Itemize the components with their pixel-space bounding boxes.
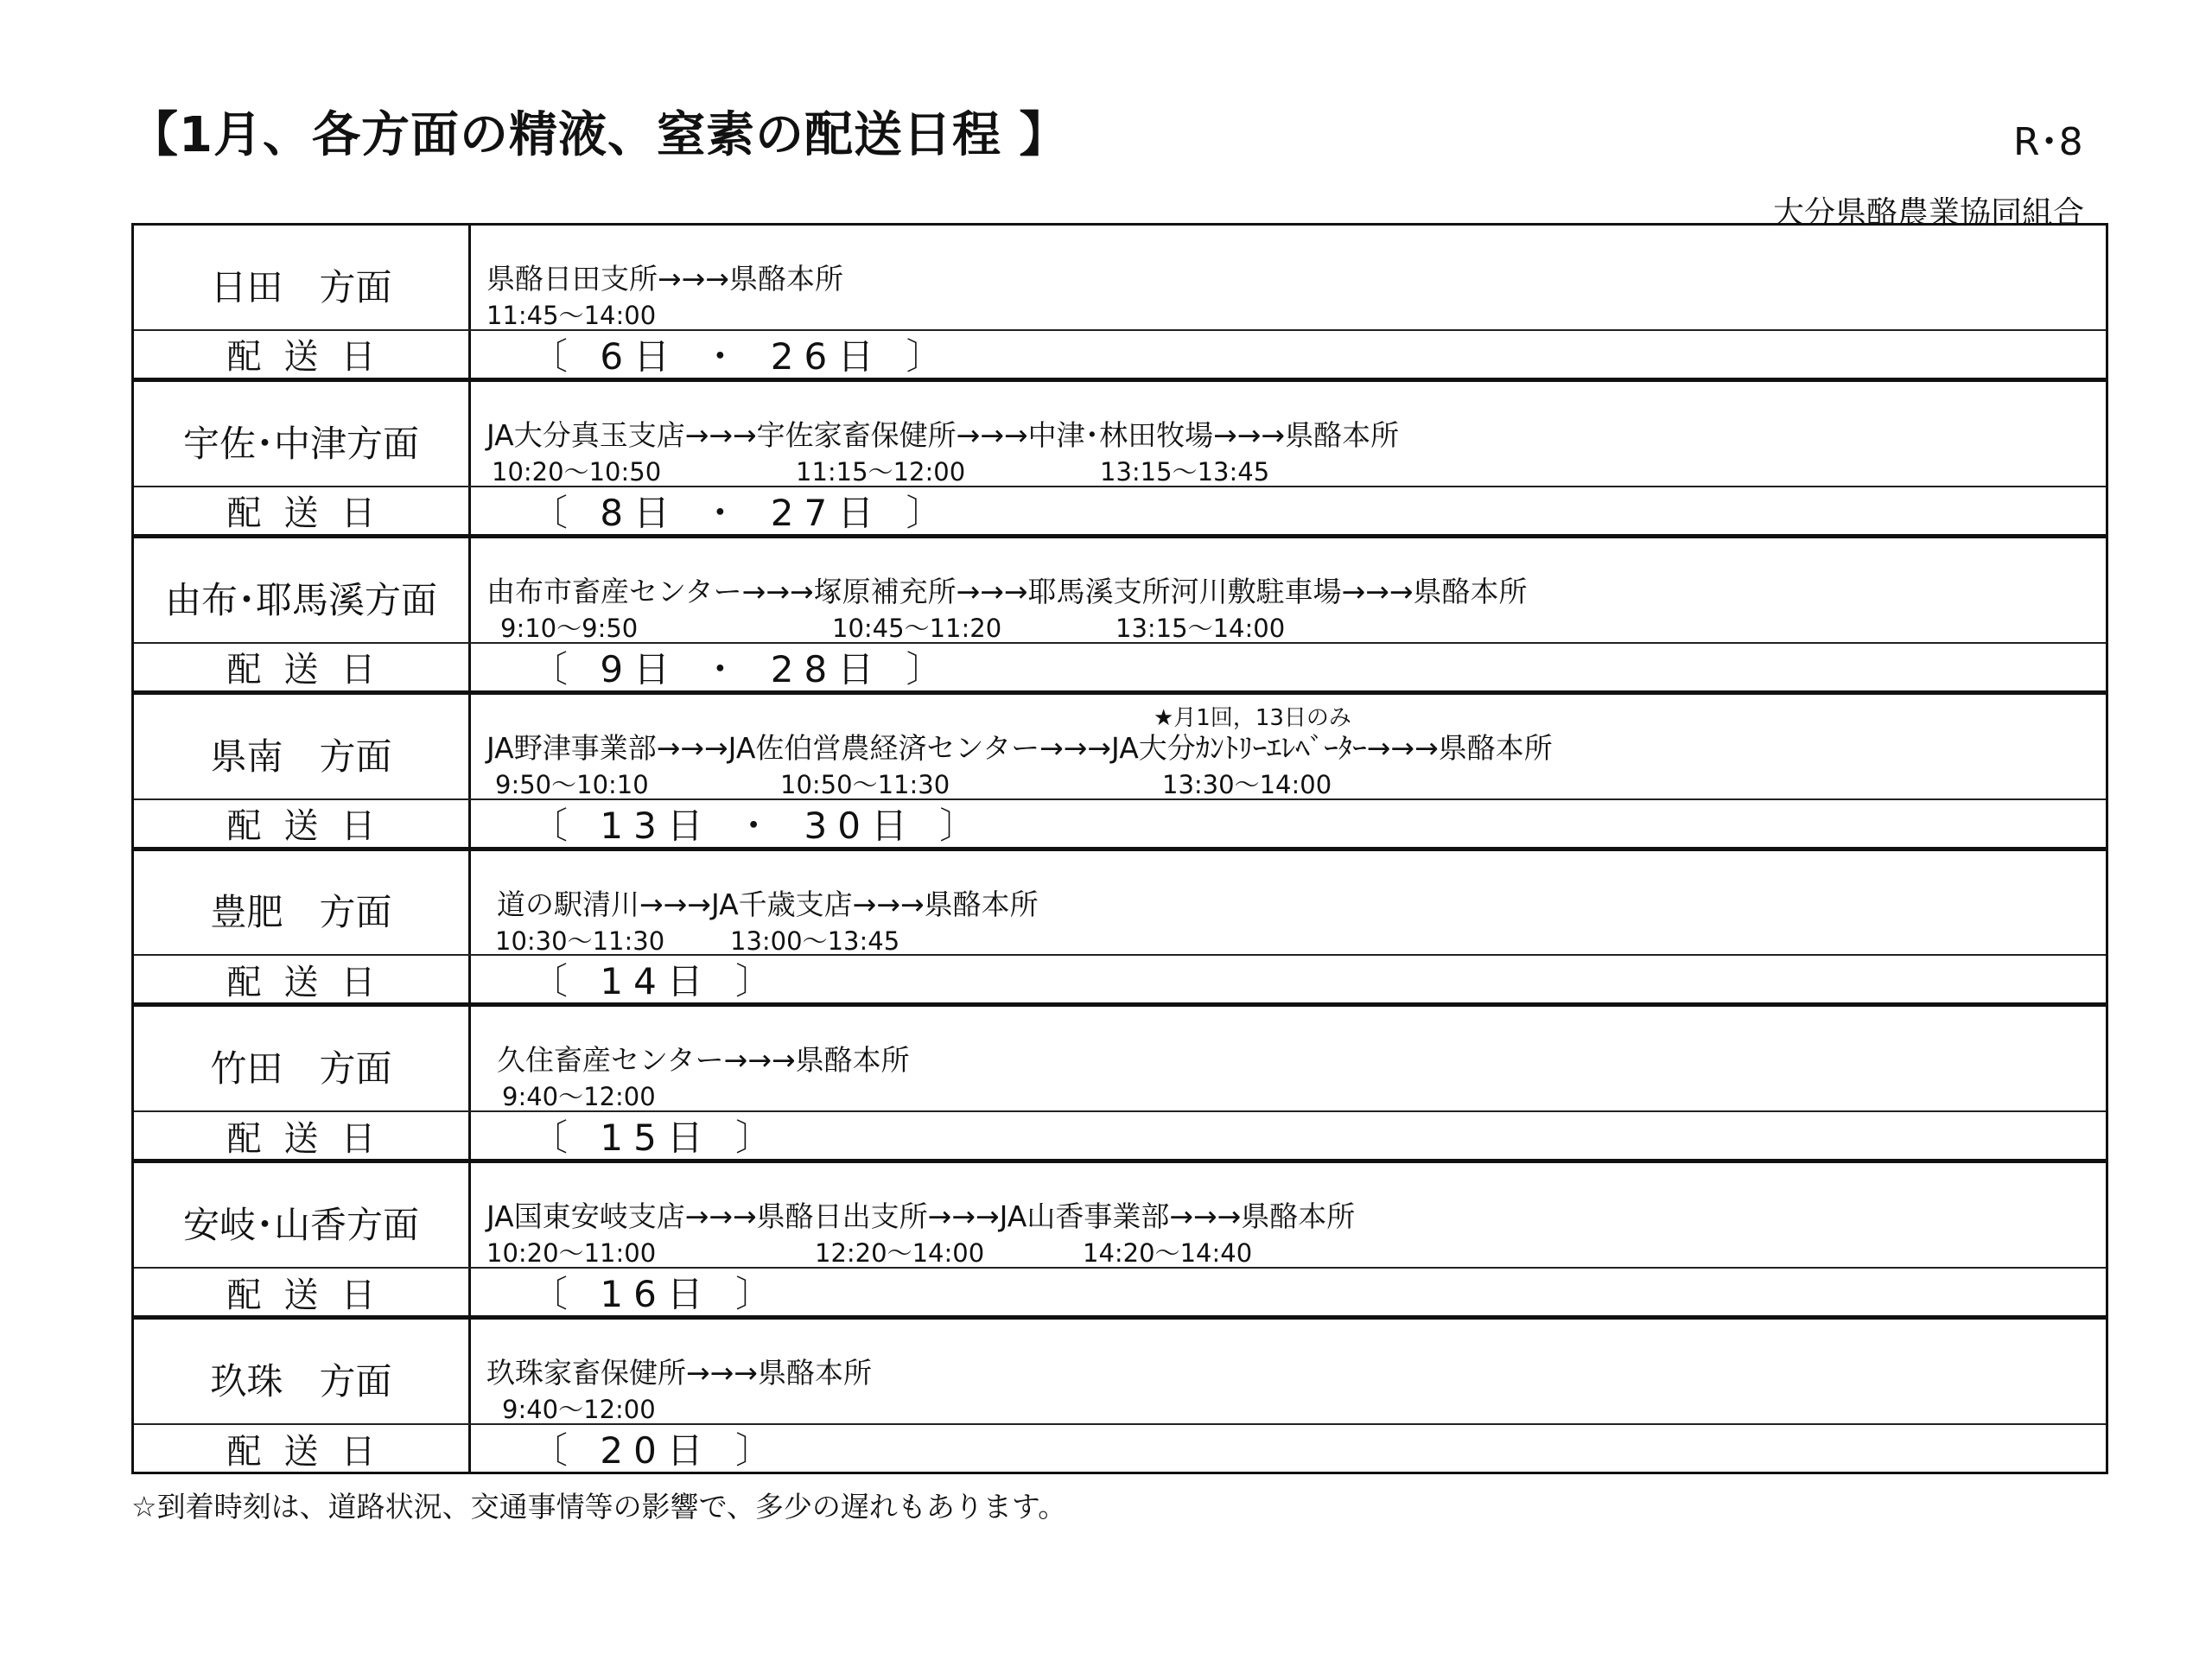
delivery-dates: 〔 8日 ・ 27日 〕 xyxy=(531,491,953,534)
route-cell xyxy=(471,1163,2106,1267)
route-cell xyxy=(471,226,2106,329)
arrival-time: 9:40～12:00 xyxy=(502,1395,656,1425)
area-name: 日田 方面 xyxy=(134,226,471,329)
arrival-time: 10:20～11:00 xyxy=(486,1238,657,1269)
area-name: 豊肥 方面 xyxy=(134,851,471,955)
route-row xyxy=(134,1320,2106,1425)
delivery-date-label: 配送日 xyxy=(134,800,471,847)
route-block xyxy=(134,851,2106,1008)
route-cell xyxy=(471,538,2106,642)
route-path: JA国東安岐支店→→→県酪日出支所→→→JA山香事業部→→→県酪本所 xyxy=(486,1199,1356,1234)
route-block xyxy=(134,1320,2106,1472)
route-block xyxy=(134,226,2106,382)
route-row xyxy=(134,1163,2106,1269)
delivery-date-label: 配送日 xyxy=(134,331,471,378)
delivery-dates: 〔 14日 〕 xyxy=(531,960,783,1003)
route-block xyxy=(134,382,2106,538)
route-cell xyxy=(471,1007,2106,1110)
route-row xyxy=(134,226,2106,331)
delivery-dates: 〔 15日 〕 xyxy=(531,1116,783,1160)
delivery-date-row xyxy=(134,644,2106,690)
delivery-dates-cell xyxy=(471,1269,2106,1315)
delivery-dates-cell xyxy=(471,331,2106,378)
route-row xyxy=(134,1007,2106,1112)
arrival-time: 9:50～10:10 xyxy=(495,769,649,799)
delivery-dates-cell xyxy=(471,800,2106,847)
route-cell xyxy=(471,382,2106,486)
route-row xyxy=(134,695,2106,800)
route-path: 由布市畜産センター→→→塚原補充所→→→耶馬溪支所河川敷駐車場→→→県酪本所 xyxy=(486,574,1528,608)
arrival-time: 13:15～13:45 xyxy=(1100,456,1270,487)
delivery-dates-cell xyxy=(471,1425,2106,1472)
area-name: 宇佐･中津方面 xyxy=(134,382,471,486)
arrival-time: 14:20～14:40 xyxy=(1083,1238,1253,1269)
route-block xyxy=(134,538,2106,695)
arrival-time: 10:30～11:30 xyxy=(495,926,665,956)
delivery-date-label: 配送日 xyxy=(134,644,471,690)
arrival-time: 10:45～11:20 xyxy=(832,613,1002,643)
arrival-time: 12:20～14:00 xyxy=(815,1238,985,1269)
area-name: 竹田 方面 xyxy=(134,1007,471,1110)
route-cell xyxy=(471,695,2106,798)
delivery-dates: 〔 9日 ・ 28日 〕 xyxy=(531,647,953,690)
arrival-time: 13:15～14:00 xyxy=(1116,613,1286,643)
delivery-date-row xyxy=(134,487,2106,534)
delivery-date-row xyxy=(134,956,2106,1002)
route-cell xyxy=(471,851,2106,955)
arrival-time: 9:10～9:50 xyxy=(500,613,639,643)
delivery-date-row xyxy=(134,1112,2106,1159)
route-path: JA大分真玉支店→→→宇佐家畜保健所→→→中津･林田牧場→→→県酪本所 xyxy=(486,417,1400,452)
delivery-dates-cell xyxy=(471,956,2106,1002)
route-path: JA野津事業部→→→JA佐伯営農経済センター→→→JA大分ｶﾝﾄﾘｰｴﾚﾍﾞｰﾀｰ→→→県酪本所 xyxy=(486,730,1553,765)
delivery-date-label: 配送日 xyxy=(134,487,471,534)
delivery-date-row xyxy=(134,1425,2106,1472)
area-name: 玖珠 方面 xyxy=(134,1320,471,1423)
arrival-time: 11:15～12:00 xyxy=(796,456,966,487)
arrival-time: 13:30～14:00 xyxy=(1162,769,1332,799)
delivery-date-row xyxy=(134,800,2106,847)
arrival-time: 9:40～12:00 xyxy=(502,1082,656,1112)
route-block xyxy=(134,1007,2106,1163)
route-row xyxy=(134,382,2106,487)
arrival-time: 13:00～13:45 xyxy=(730,926,900,956)
delivery-dates: 〔 16日 〕 xyxy=(531,1273,783,1316)
delivery-date-label: 配送日 xyxy=(134,1112,471,1159)
area-name: 県南 方面 xyxy=(134,695,471,798)
arrival-time: 10:20～10:50 xyxy=(492,456,662,487)
delivery-date-label: 配送日 xyxy=(134,1269,471,1315)
footnote: ☆到着時刻は、道路状況、交通事情等の影響で、多少の遅れもあります。 xyxy=(131,1490,1067,1524)
delivery-dates: 〔 20日 〕 xyxy=(531,1429,783,1472)
area-name: 由布･耶馬溪方面 xyxy=(134,538,471,642)
route-note: ★月1回，13日のみ xyxy=(1154,704,1351,731)
arrival-time: 10:50～11:30 xyxy=(780,769,950,799)
route-row xyxy=(134,851,2106,957)
delivery-date-label: 配送日 xyxy=(134,956,471,1002)
delivery-dates-cell xyxy=(471,1112,2106,1159)
delivery-dates-cell xyxy=(471,487,2106,534)
delivery-date-row xyxy=(134,1269,2106,1315)
delivery-schedule-table xyxy=(131,223,2108,1474)
route-row xyxy=(134,538,2106,644)
delivery-dates-cell xyxy=(471,644,2106,690)
area-name: 安岐･山香方面 xyxy=(134,1163,471,1267)
route-block xyxy=(134,695,2106,851)
route-cell xyxy=(471,1320,2106,1423)
delivery-dates: 〔 13日 ・ 30日 〕 xyxy=(531,804,987,847)
delivery-dates: 〔 6日 ・ 26日 〕 xyxy=(531,334,953,378)
route-path: 久住畜産センター→→→県酪本所 xyxy=(497,1043,910,1078)
document-code: R･8 xyxy=(2013,120,2083,164)
route-path: 玖珠家畜保健所→→→県酪本所 xyxy=(486,1356,872,1390)
route-path: 県酪日田支所→→→県酪本所 xyxy=(486,262,843,296)
route-block xyxy=(134,1163,2106,1320)
organization-name: 大分県酪農業協同組合 xyxy=(1773,195,2085,231)
document-title: 【1月、各方面の精液、窒素の配送日程 】 xyxy=(130,107,1069,163)
arrival-time: 11:45～14:00 xyxy=(486,301,657,330)
delivery-date-row xyxy=(134,331,2106,378)
route-path: 道の駅清川→→→JA千歳支店→→→県酪本所 xyxy=(497,887,1039,921)
delivery-date-label: 配送日 xyxy=(134,1425,471,1472)
